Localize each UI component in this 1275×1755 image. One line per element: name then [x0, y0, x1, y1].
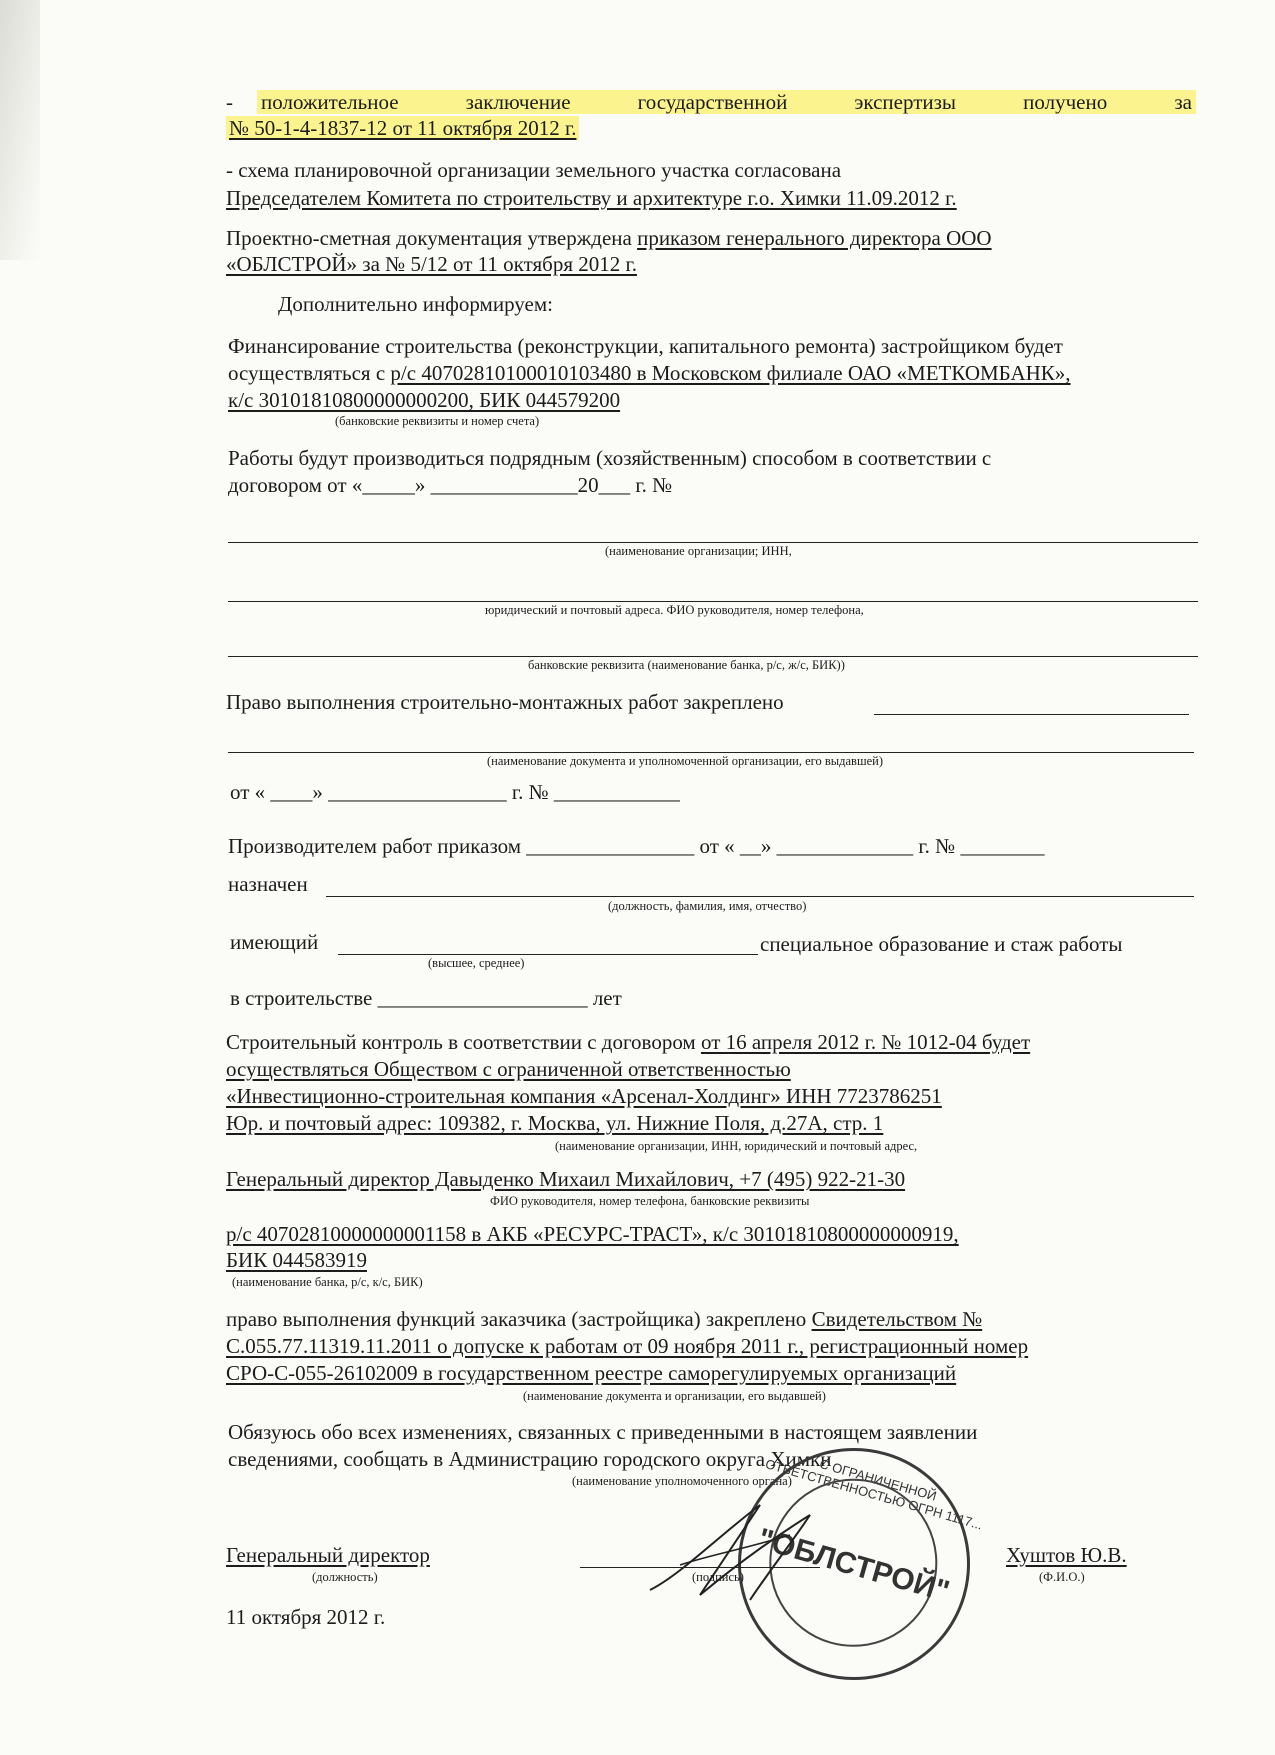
- stamp-ring-text: С ОГРАНИЧЕННОЙ ОТВЕТСТВЕННОСТЬЮ ОГРН 1117...: [763, 1456, 985, 1533]
- financing-line-1: Финансирование строительства (реконструкции, капитального ремонта) застройщиком будет: [228, 334, 1063, 358]
- expertise-highlight: [257, 90, 1196, 114]
- works-caption-3: банковские реквизита (наименование банка, р/с, ж/с, БИК)): [528, 658, 845, 672]
- smr-caption: (наименование документа и уполномоченной организации, его выдавшей): [487, 754, 883, 768]
- control-line-3: «Инвестиционно-строительная компания «Арсенал-Холдинг» ИНН 7723786251: [226, 1084, 942, 1108]
- position-caption: (должность): [312, 1570, 378, 1584]
- blank-line: [228, 656, 1198, 657]
- scheme-line-1: - схема планировочной организации земельного участка согласована: [226, 158, 842, 182]
- expertise-line-1: [226, 90, 1196, 114]
- control-caption-1: (наименование организации, ИНН, юридический и почтовый адрес,: [555, 1139, 918, 1153]
- control-line-5: Генеральный директор Давыденко Михаил Михайлович, +7 (495) 922-21-30: [226, 1167, 906, 1191]
- project-doc-line-1: [226, 226, 992, 250]
- customer-line-2: С.055.77.11319.11.2011 о допуске к работам от 09 ноября 2011 г., регистрационный номер: [226, 1334, 1029, 1358]
- scheme-line-2: Председателем Комитета по строительству и архитектуре г.о. Химки 11.09.2012 г.: [226, 186, 957, 210]
- additional-info: Дополнительно информируем:: [278, 292, 553, 316]
- control-line-6: р/с 40702810000000001158 в АКБ «РЕСУРС-ТРАСТ», к/с 30101810800000000919,: [226, 1222, 959, 1246]
- page-fold-shadow: [0, 0, 40, 260]
- word: заключение: [465, 90, 571, 114]
- producer-line-4: в строительстве ____________________ лет: [230, 986, 622, 1010]
- control-caption-2: ФИО руководителя, номер телефона, банковские реквизиты: [490, 1194, 810, 1208]
- signature-line: [580, 1567, 820, 1568]
- financing-line-2: [228, 361, 1071, 385]
- financing-line-3: к/с 30101810800000000200, БИК 044579200: [228, 388, 621, 412]
- stamp-company-name: "ОБЛСТРОЙ": [754, 1522, 954, 1609]
- control-prefix: Строительный контроль в соответствии с договором: [226, 1030, 701, 1054]
- blank-line: [228, 752, 1194, 753]
- obligation-line-1: Обязуюсь обо всех изменениях, связанных с приведенными в настоящем заявлении: [228, 1420, 978, 1444]
- document-date: 11 октября 2012 г.: [226, 1605, 386, 1629]
- producer-line-3-tail: специальное образование и стаж работы: [760, 932, 1123, 956]
- works-line-1: Работы будут производиться подрядным (хозяйственным) способом в соответствии с: [228, 446, 992, 470]
- control-line-2: осуществляться Обществом с ограниченной ответственностью: [226, 1057, 791, 1081]
- customer-line-3: СРО-С-055-26102009 в государственном реестре саморегулируемых организаций: [226, 1361, 957, 1385]
- producer-line-2: [228, 872, 308, 896]
- project-doc-prefix: Проектно-сметная документация утверждена: [226, 226, 638, 250]
- signer-name: Хуштов Ю.В.: [1006, 1543, 1127, 1567]
- blank-line: [338, 954, 758, 955]
- smr-line-2: от « ____» _________________ г. № ____________: [230, 780, 680, 804]
- handwritten-signature: [640, 1495, 820, 1615]
- customer-caption: (наименование документа и организации, его выдавшей): [523, 1389, 826, 1403]
- signer-position: Генеральный директор: [226, 1543, 430, 1567]
- expertise-dash: -: [226, 90, 233, 114]
- control-line-7: БИК 044583919: [226, 1248, 367, 1272]
- producer-caption-2: (высшее, среднее): [428, 956, 525, 970]
- smr-line-1: Право выполнения строительно-монтажных работ закреплено: [226, 690, 784, 714]
- word: положительное: [261, 90, 399, 114]
- project-doc-underlined: приказом генерального директора ООО: [637, 226, 992, 250]
- customer-prefix: право выполнения функций заказчика (застройщика) закреплено: [226, 1307, 812, 1331]
- blank-line: [874, 714, 1189, 715]
- control-line-1: [226, 1030, 1030, 1054]
- works-caption-2: юридический и почтовый адреса. ФИО руководителя, номер телефона,: [485, 603, 864, 617]
- blank-line: [228, 601, 1198, 602]
- project-doc-line-2: «ОБЛСТРОЙ» за № 5/12 от 11 октября 2012 г.: [226, 252, 637, 276]
- financing-caption: (банковские реквизиты и номер счета): [335, 414, 540, 428]
- producer-line-1: Производителем работ приказом ________________ от « __» _____________ г. № ________: [228, 834, 1045, 858]
- obligation-line-2: сведениями, сообщать в Администрацию городского округа Химки: [228, 1447, 832, 1471]
- sign-caption: (подпись): [692, 1570, 744, 1584]
- financing-prefix: осуществляться с: [228, 361, 391, 385]
- control-caption-3: (наименование банка, р/с, к/с, БИК): [232, 1275, 423, 1289]
- control-contract: от 16 апреля 2012 г. № 1012-04 будет: [700, 1030, 1031, 1054]
- word: государственной: [637, 90, 788, 114]
- control-line-4: Юр. и почтовый адрес: 109382, г. Москва, ул. Нижние Поля, д.27А, стр. 1: [226, 1111, 884, 1135]
- works-line-2: договором от «_____» ______________20___ г. №: [228, 473, 673, 497]
- word: за: [1174, 90, 1192, 114]
- obligation-caption: (наименование уполномоченного органа): [572, 1474, 792, 1488]
- financing-account: р/с 40702810100010103480 в Московском филиале ОАО «МЕТКОМБАНК»,: [390, 361, 1071, 385]
- expertise-line-2: № 50-1-4-1837-12 от 11 октября 2012 г.: [226, 116, 579, 140]
- blank-line: [228, 542, 1198, 543]
- customer-line-1: [226, 1307, 982, 1331]
- works-caption-1: (наименование организации; ИНН,: [605, 544, 792, 558]
- word: экспертизы: [854, 90, 957, 114]
- name-caption: (Ф.И.О.): [1039, 1570, 1085, 1584]
- appointed-label: назначен: [228, 872, 308, 896]
- blank-line: [326, 896, 1194, 897]
- producer-caption-1: (должность, фамилия, имя, отчество): [608, 899, 807, 913]
- customer-certificate: Свидетельством №: [811, 1307, 983, 1331]
- word: получено: [1023, 90, 1108, 114]
- producer-line-3: имеющий: [230, 930, 319, 954]
